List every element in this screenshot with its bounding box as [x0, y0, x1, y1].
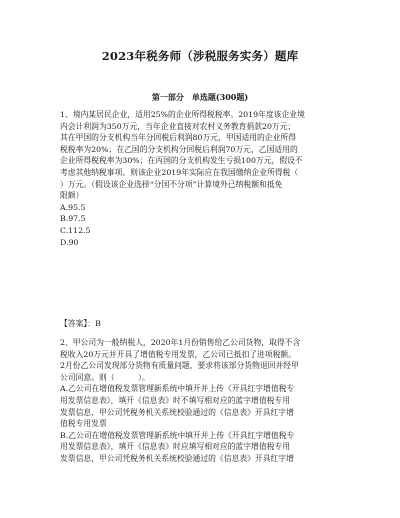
- question-text-line: 发票信息，甲公司凭税务机关系统校验通过的《信息表》开具红字增: [60, 453, 294, 463]
- question-text-line: 企业所得税税率为30%；在丙国的分支机构发生亏损100万元，假设不: [60, 156, 303, 166]
- question-2: [60, 337, 350, 465]
- question-text-line: 2、甲公司为一般纳税人，2020年1月份销售给乙公司货物，取得不含: [60, 338, 301, 347]
- question-text-line: B.乙公司在增值税发票管理新系统中填开并上传《开具红字增值税专: [60, 430, 295, 440]
- question-text-line: 公司同意。则（ ）。: [60, 372, 150, 382]
- question-text-line: 1、境内某居民企业，适用25%的企业所得税税率。2019年度该企业境: [60, 110, 305, 119]
- question-text-line: ）万元。（假设该企业选择“分国不分项”计算境外已纳税额和抵免: [60, 179, 283, 189]
- question-text-line: 考虑其他纳税事项。则该企业2019年实际应在我国缴纳企业所得税（: [60, 167, 299, 177]
- question-text-line: 其在甲国的分支机构当年分回税后利润80万元，甲国适用的企业所得: [60, 133, 297, 143]
- page-title: 2023年税务师（涉税服务实务）题库: [101, 49, 299, 63]
- question-text-line: 发票信息，甲公司凭税务机关系统校验通过的《信息表》开具红字增: [60, 407, 294, 417]
- question-text-line: 值税专用发票: [60, 419, 107, 429]
- question-text-line: 内会计利润为350万元，当年企业直接对农村义务教育捐款20万元；: [60, 121, 296, 131]
- question-text-line: 税收入20万元并开具了增值税专用发票，乙公司已抵扣了进项税额。: [60, 349, 297, 359]
- question-1: [60, 109, 350, 248]
- question-text-line: 用发票信息表》，填开《信息表》时应填写相对应的蓝字增值税专用: [60, 442, 291, 452]
- option-a: A.95.5: [60, 202, 86, 212]
- question-text-line: A.乙公司在增值税发票管理新系统中填开并上传《开具红字增值税专: [60, 384, 295, 394]
- answer-1: 【答案】：B: [60, 319, 101, 328]
- question-text-line: 限额）: [60, 191, 84, 201]
- option-b: B.97.5: [60, 214, 86, 224]
- question-text-line: 用发票信息表》，填开《信息表》时不填写相对应的蓝字增值税专用: [60, 395, 291, 405]
- question-text-line: 税税率为20%；在乙国的分支机构分回税后利润70万元，乙国适用的: [60, 144, 298, 154]
- section-heading: 第一部分 单选题(300题): [151, 92, 249, 102]
- option-c: C.112.5: [60, 225, 91, 235]
- question-text-line: 2月份乙公司发现部分货物有质量问题，要求将该部分货物退回并经甲: [60, 361, 299, 371]
- option-d: D.90: [60, 237, 79, 247]
